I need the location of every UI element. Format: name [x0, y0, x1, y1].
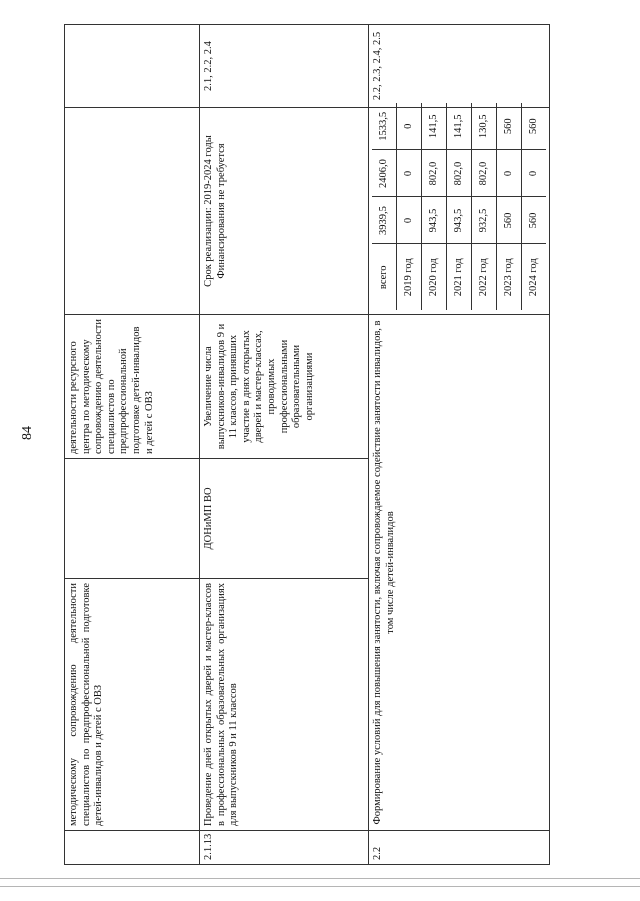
finance-total-cell: 943,5 — [446, 197, 471, 244]
finance-col3-cell: 0 — [396, 103, 421, 150]
finance-row — [421, 103, 446, 310]
indicators-cell: 2.2, 2.3, 2.4, 2.5 — [369, 25, 550, 108]
indicators-cell: 2.1, 2.2, 2.4 — [200, 25, 369, 108]
finance-row — [372, 103, 396, 310]
finance-total-cell: 932,5 — [471, 197, 496, 244]
activity-cell: методическому сопровождению деятельности специалистов по предпрофессиональной подготовке детей-инвалидов и детей с ОВЗ — [65, 579, 200, 831]
finance-total-cell: 560 — [522, 197, 546, 244]
finance-row — [471, 103, 496, 310]
row-number: 2.2 — [369, 831, 550, 865]
program-table-container — [64, 25, 550, 865]
finance-col3-cell: 560 — [497, 103, 522, 150]
footer-rule — [0, 878, 640, 879]
finance-year-cell: 2019 год — [396, 244, 421, 310]
finance-col2-cell: 802,0 — [471, 150, 496, 197]
finance-col3-cell: 560 — [522, 103, 546, 150]
executor-cell: ДОНиМП ВО — [200, 459, 369, 579]
finance-col2-cell: 802,0 — [446, 150, 471, 197]
row-number-empty — [65, 831, 200, 865]
finance-col2-cell: 0 — [497, 150, 522, 197]
activity-cell: Проведение дней открытых дверей и мастер-классов в профессиональных образовательных организациях для выпускников 9 и 11 классов — [200, 579, 369, 831]
page-number: 84 — [20, 426, 35, 440]
finance-cell — [369, 108, 550, 315]
result-cell: Увеличение числа выпускников-инвалидов 9 и 11 классов, принявших участие в днях открытых дверей и мастер-классах, проводимых профессиональными образовательными организациями — [200, 315, 369, 459]
finance-row — [497, 103, 522, 310]
finance-total-cell: 0 — [396, 197, 421, 244]
finance-row — [396, 103, 421, 310]
finance-total-cell: 3939,5 — [372, 197, 396, 244]
finance-row — [446, 103, 471, 310]
finance-table — [372, 103, 546, 310]
program-table — [64, 24, 550, 865]
table-row-2-2 — [369, 25, 550, 865]
finance-col3-cell: 130,5 — [471, 103, 496, 150]
finance-col3-cell: 141,5 — [421, 103, 446, 150]
table-row-2-1-13 — [200, 25, 369, 865]
finance-col2-cell: 0 — [396, 150, 421, 197]
financing-note-cell: Срок реализации: 2019-2024 годы Финансирования не требуется — [200, 108, 369, 315]
finance-col3-cell: 141,5 — [446, 103, 471, 150]
indicators-cell-empty — [65, 25, 200, 108]
finance-year-cell: 2022 год — [471, 244, 496, 310]
financing-cell-empty — [65, 108, 200, 315]
finance-col2-cell: 2406,0 — [372, 150, 396, 197]
finance-row — [522, 103, 546, 310]
finance-year-cell: 2020 год — [421, 244, 446, 310]
finance-col2-cell: 802,0 — [421, 150, 446, 197]
finance-col3-cell: 1533,5 — [372, 103, 396, 150]
finance-year-cell: 2023 год — [497, 244, 522, 310]
finance-total-cell: 943,5 — [421, 197, 446, 244]
row-number: 2.1.13 — [200, 831, 369, 865]
finance-year-cell: всего — [372, 244, 396, 310]
finance-total-cell: 560 — [497, 197, 522, 244]
section-title-cell: Формирование условий для повышения занятости, включая сопровождаемое содействие занятости инвалидов, в том числе детей-инвалидов — [369, 315, 550, 831]
finance-col2-cell: 0 — [522, 150, 546, 197]
finance-year-cell: 2021 год — [446, 244, 471, 310]
footer-rule — [0, 886, 640, 887]
finance-year-cell: 2024 год — [522, 244, 546, 310]
result-cell: деятельности ресурсного центра по методическому сопровождению деятельности специалистов по предпрофессиональной подготовке детей-инвалидов и детей с ОВЗ — [65, 315, 200, 459]
table-row-continued — [65, 25, 200, 865]
executor-cell-empty — [65, 459, 200, 579]
